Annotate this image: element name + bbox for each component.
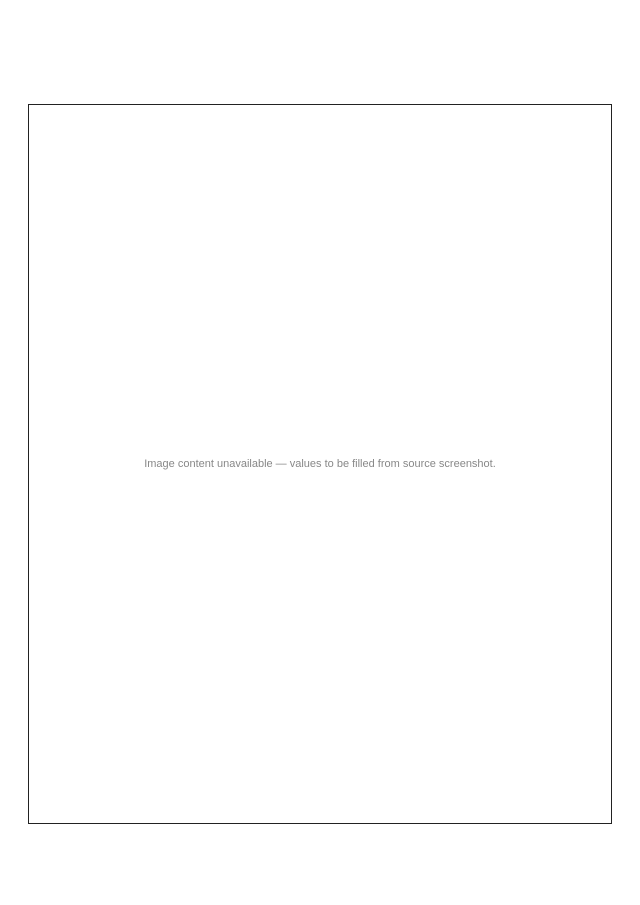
document-note	[28, 74, 612, 88]
document-title	[28, 24, 612, 40]
document-header	[28, 24, 612, 88]
document-subtitle	[28, 50, 612, 64]
table-frame	[28, 104, 612, 824]
placeholder-message: Image content unavailable — values to be filled from source screenshot.	[144, 458, 496, 470]
